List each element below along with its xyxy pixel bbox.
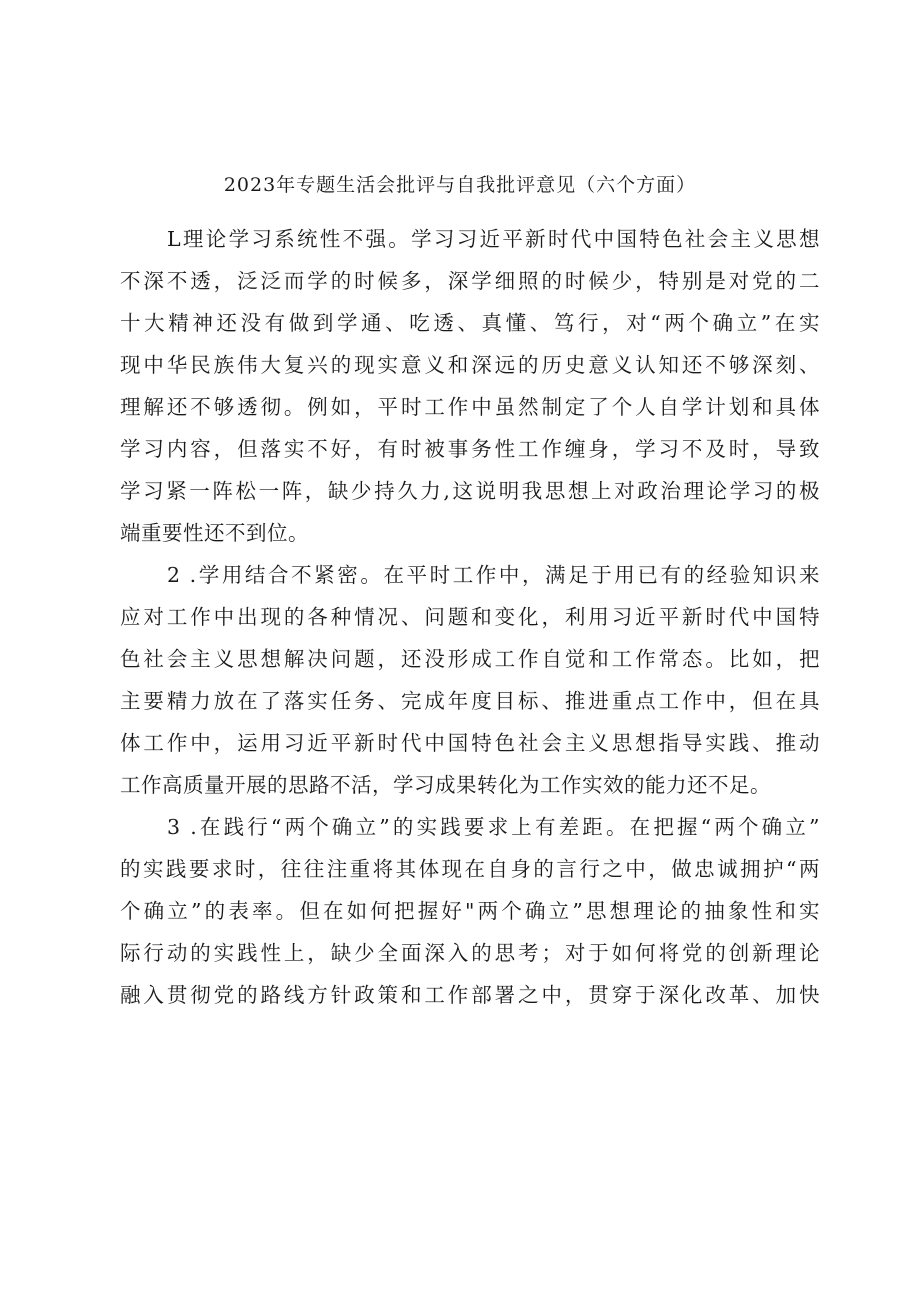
paragraph-line: 应对工作中出现的各种情况、问题和变化，利用习近平新时代中国特 [120, 605, 820, 629]
paragraph-line: 不深不透，泛泛而学的时候多，深学细照的时候少，特别是对党的二 [120, 269, 820, 293]
paragraph-line: 的实践要求时，往往注重将其体现在自身的言行之中，做忠诚拥护“两 [120, 857, 820, 881]
paragraph-line: 工作高质量开展的思路不活，学习成果转化为工作实效的能力还不足。 [120, 773, 771, 797]
paragraph-study-application [120, 554, 820, 806]
paragraph-line: 色社会主义思想解决问题，还没形成工作自觉和工作常态。比如，把 [120, 647, 820, 671]
paragraph-line: 际行动的实践性上，缺少全面深入的思考；对于如何将党的创新理论 [120, 941, 820, 965]
paragraph-line: 学习紧一阵松一阵，缺少持久力,这说明我思想上对政治理论学习的极 [120, 479, 820, 503]
paragraph-line: 理解还不够透彻。例如，平时工作中虽然制定了个人自学计划和具体 [120, 395, 820, 419]
paragraph-theory-study [120, 218, 820, 554]
paragraph-line: L理论学习系统性不强。学习习近平新时代中国特色社会主义思想 [167, 227, 820, 251]
paragraph-line: 体工作中，运用习近平新时代中国特色社会主义思想指导实践、推动 [120, 731, 820, 755]
paragraph-line: 十大精神还没有做到学通、吃透、真懂、笃行，对“两个确立”在实 [120, 311, 820, 335]
paragraph-two-establishments [120, 806, 820, 1016]
paragraph-line: 现中华民族伟大复兴的现实意义和深远的历史意义认知还不够深刻、 [120, 353, 820, 377]
paragraph-line: 端重要性还不到位。 [120, 521, 309, 545]
document-body [120, 218, 820, 1016]
paragraph-line: 学习内容，但落实不好，有时被事务性工作缠身，学习不及时，导致 [120, 437, 820, 461]
paragraph-line: 个确立”的表率。但在如何把握好"两个确立”思想理论的抽象性和实 [120, 899, 820, 923]
paragraph-line: 主要精力放在了落实任务、完成年度目标、推进重点工作中，但在具 [120, 689, 820, 713]
paragraph-line: 融入贯彻党的路线方针政策和工作部署之中，贯穿于深化改革、加快 [120, 983, 820, 1007]
paragraph-line: 2 .学用结合不紧密。在平时工作中，满足于用已有的经验知识来 [167, 563, 820, 587]
page-title: 2023年专题生活会批评与自我批评意见（六个方面） [223, 174, 697, 196]
paragraph-line: 3 .在践行“两个确立”的实践要求上有差距。在把握“两个确立” [167, 815, 820, 839]
